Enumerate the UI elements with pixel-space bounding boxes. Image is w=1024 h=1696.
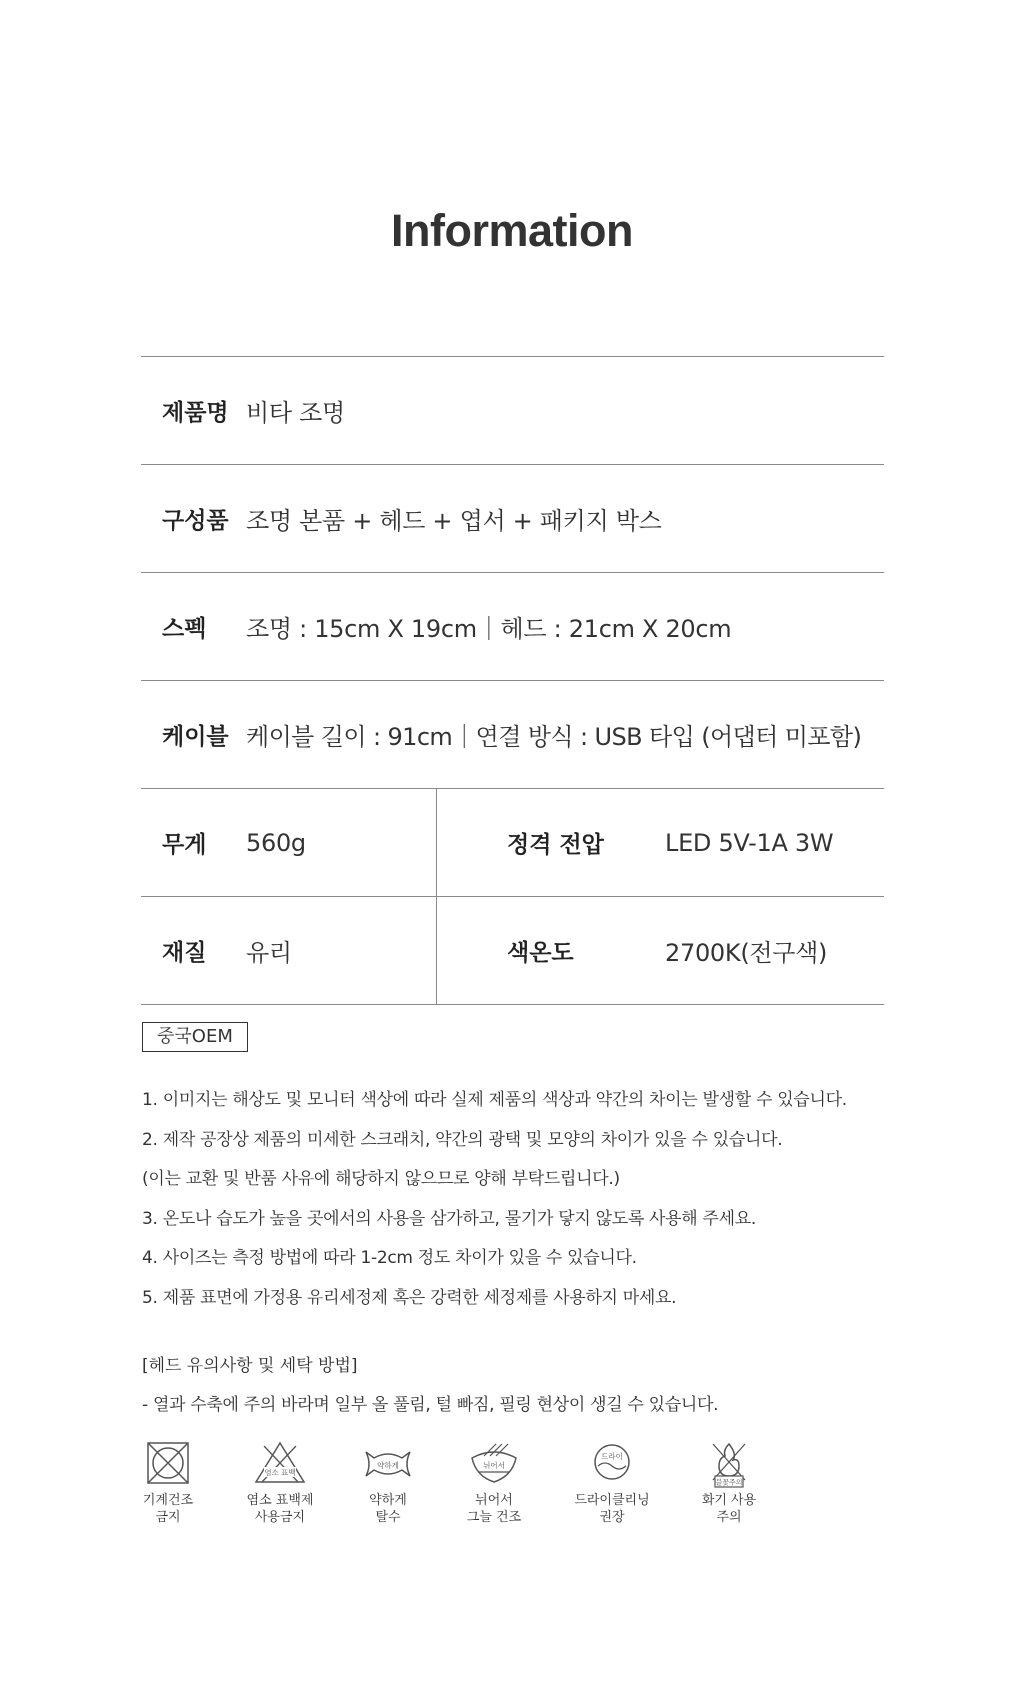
spec-row-components <box>141 465 884 573</box>
icon-symbol-text: 드라이 <box>601 1452 623 1461</box>
spec-row-material-colortemp <box>141 897 884 1005</box>
care-caption: 뉘어서 그늘 건조 <box>466 1493 522 1525</box>
care-section-title: [헤드 유의사항 및 세탁 방법] <box>142 1356 358 1376</box>
care-item <box>669 1440 789 1526</box>
spec-value: 케이블 길이 : 91cm｜연결 방식 : USB 타입 (어댑터 미포함) <box>246 723 862 751</box>
care-icons <box>0 1440 1024 1530</box>
notice-item: 5. 제품 표면에 가정용 유리세정제 혹은 강력한 세정제를 사용하지 마세요. <box>142 1287 677 1308</box>
gentle-wash-icon <box>360 1440 416 1486</box>
dry-flat-shade-icon <box>466 1440 522 1486</box>
spec-row-weight-voltage <box>141 789 884 897</box>
spec-half-right <box>437 897 884 1004</box>
care-item <box>220 1440 340 1526</box>
origin-badge: 중국OEM <box>142 1022 248 1052</box>
tumble-dry-prohibited-icon <box>143 1440 193 1486</box>
spec-half-left <box>141 789 437 896</box>
icon-symbol-text: 약하게 <box>377 1461 399 1470</box>
spec-row-cable <box>141 681 884 789</box>
dry-clean-icon <box>584 1440 640 1486</box>
spec-row-size <box>141 573 884 681</box>
spec-row-product-name <box>141 357 884 465</box>
notice-item: (이는 교환 및 반품 사유에 해당하지 않으므로 양해 부탁드립니다.) <box>142 1169 620 1189</box>
icon-symbol-text: 뉘어서 <box>483 1461 505 1470</box>
care-caption: 염소 표백제 사용금지 <box>246 1493 314 1525</box>
spec-value: 조명 본품 + 헤드 + 엽서 + 패키지 박스 <box>246 507 662 535</box>
spec-value: LED 5V-1A 3W <box>665 828 834 857</box>
spec-value: 조명 : 15cm X 19cm｜헤드 : 21cm X 20cm <box>246 615 732 643</box>
spec-label: 스펙 <box>162 616 207 642</box>
spec-table <box>141 356 884 1005</box>
fire-caution-icon <box>701 1440 757 1490</box>
notice-item: 4. 사이즈는 측정 방법에 따라 1-2cm 정도 차이가 있을 수 있습니다. <box>142 1248 637 1268</box>
care-description: - 열과 수축에 주의 바라며 일부 올 풀림, 털 빠짐, 필링 현상이 생길 수 있습니다. <box>142 1395 719 1415</box>
care-caption: 기계건조 금지 <box>142 1493 194 1525</box>
icon-symbol-text: 불꽃주의 <box>715 1478 743 1487</box>
spec-half-left <box>141 897 437 1004</box>
spec-label: 제품명 <box>162 400 229 426</box>
notice-list <box>142 1086 942 1323</box>
spec-label: 구성품 <box>162 508 229 534</box>
spec-label: 무게 <box>162 832 207 858</box>
spec-value: 비타 조명 <box>246 399 345 427</box>
spec-value: 유리 <box>246 939 292 967</box>
care-item <box>434 1440 554 1526</box>
care-caption: 약하게 탈수 <box>369 1493 407 1525</box>
care-item <box>108 1440 228 1526</box>
notice-item: 3. 온도나 습도가 높을 곳에서의 사용을 삼가하고, 물기가 닿지 않도록 사용해 주세요. <box>142 1208 756 1229</box>
no-bleach-icon <box>252 1440 308 1486</box>
page-title: Information <box>391 205 633 256</box>
care-caption: 드라이클리닝 권장 <box>574 1493 650 1525</box>
spec-label: 재질 <box>162 940 207 966</box>
spec-value: 2700K(전구색) <box>665 939 828 967</box>
notice-item: 1. 이미지는 해상도 및 모니터 색상에 따라 실제 제품의 색상과 약간의 차이는 발생할 수 있습니다. <box>142 1090 847 1110</box>
icon-symbol-text: 염소 표백 <box>264 1468 296 1477</box>
care-item <box>328 1440 448 1526</box>
care-item <box>552 1440 672 1526</box>
spec-value: 560g <box>246 828 306 857</box>
spec-label: 케이블 <box>162 724 229 750</box>
care-caption: 화기 사용 주의 <box>701 1493 757 1525</box>
notice-item: 2. 제작 공장상 제품의 미세한 스크래치, 약간의 광택 및 모양의 차이가 있을 수 있습니다. <box>142 1129 783 1150</box>
spec-label: 색온도 <box>507 940 574 966</box>
spec-half-right <box>437 789 884 896</box>
spec-label: 정격 전압 <box>507 832 604 858</box>
